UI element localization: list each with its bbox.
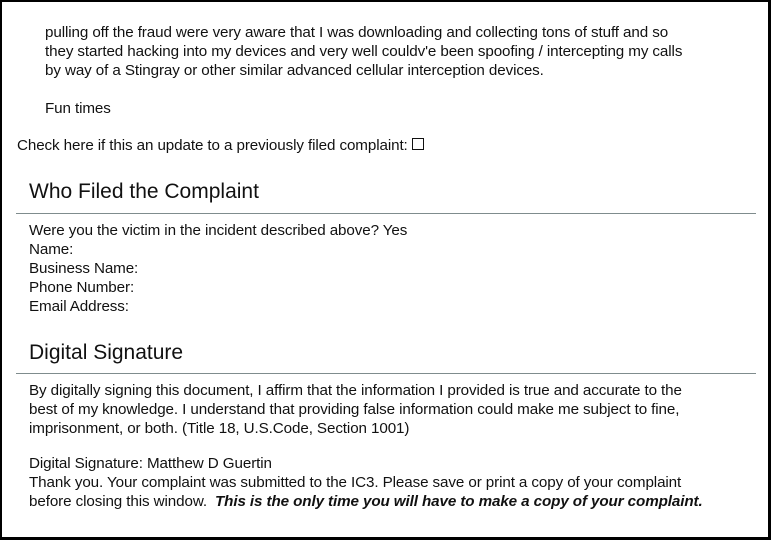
digital-signature-divider — [16, 373, 756, 374]
victim-question: Were you the victim in the incident described above? Yes — [29, 222, 408, 239]
affirm-line-2: best of my knowledge. I understand that providing false information could make me subject to fine, — [29, 401, 680, 418]
complaint-document — [2, 2, 768, 537]
digital-signature-heading: Digital Signature — [29, 341, 184, 364]
copy-warning: This is the only time you will have to make a copy of your complaint. — [214, 493, 703, 510]
who-filed-heading: Who Filed the Complaint — [29, 180, 259, 203]
signature-line: Digital Signature: Matthew D Guertin — [29, 455, 272, 472]
email-address-label: Email Address: — [29, 298, 129, 315]
business-name-label: Business Name: — [29, 260, 139, 277]
name-label: Name: — [29, 241, 74, 258]
narrative-line-4: Fun times — [45, 100, 111, 117]
thanks-line-1: Thank you. Your complaint was submitted to the IC3. Please save or print a copy of your complaint — [29, 474, 682, 491]
update-check-label: Check here if this an update to a previously filed complaint: — [17, 137, 408, 154]
who-filed-divider — [16, 213, 756, 214]
update-check-row — [17, 136, 424, 155]
narrative-line-1: pulling off the fraud were very aware that I was downloading and collecting tons of stuff and so — [45, 24, 669, 41]
phone-number-label: Phone Number: — [29, 279, 135, 296]
thanks-line-2: before closing this window. — [29, 493, 207, 510]
affirm-line-1: By digitally signing this document, I affirm that the information I provided is true and accurate to the — [29, 382, 682, 399]
narrative-line-3: by way of a Stingray or other similar advanced cellular interception devices. — [45, 62, 544, 79]
narrative-line-2: they started hacking into my devices and very well couldv'e been spoofing / intercepting my calls — [45, 43, 683, 60]
affirm-line-3: imprisonment, or both. (Title 18, U.S.Code, Section 1001) — [29, 420, 410, 437]
thanks-line-2-row — [29, 492, 703, 511]
update-checkbox[interactable] — [412, 138, 424, 150]
